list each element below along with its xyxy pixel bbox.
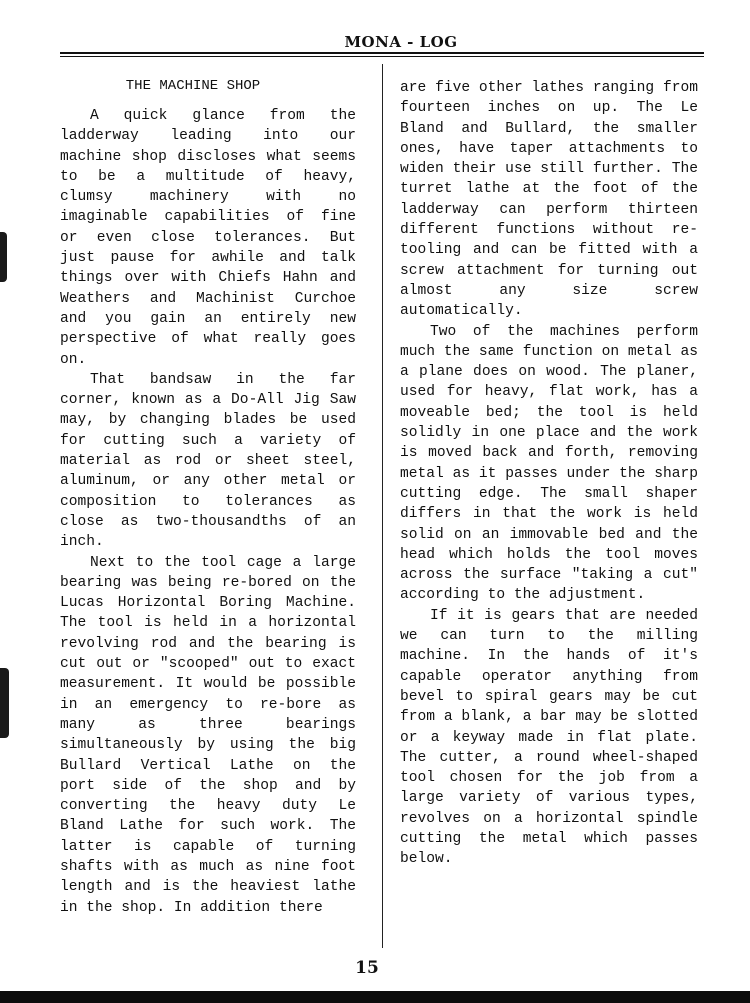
paragraph-bandsaw: That bandsaw in the far corner, known as a Do-All Jig Saw may, by changing blades be used for cutting such a variety of material as rod or sheet steel, aluminum, or any other metal or composition to tolerances as close as two-thousandths of an inch. [60,371,356,551]
right-column [400,78,698,870]
header-rule [60,52,704,54]
left-column [60,76,356,918]
publication-title: MONA - LOG [344,33,458,51]
scan-edge-bar [0,991,750,1003]
binding-mark [0,668,9,738]
binding-mark [0,232,7,282]
article-title: THE MACHINE SHOP [125,78,261,94]
page-number: 15 [355,958,379,978]
paragraph-lathes-continued: are five other lathes ranging from fourteen inches on up. The Le Bland and Bullard, the smaller ones, have taper attachments to widen their use still further. The turret lathe at the foot of the ladderway can perform thirteen different functions without re-tooling and can be fitted with a screw attachment for turning out almost any size screw automatically. [400,80,698,320]
paragraph-intro: A quick glance from the ladderway leading into our machine shop discloses what seems to be a multitude of heavy, clumsy machinery with no imaginable capabilities of fine or even close tolerances. But just pause for awhile and talk things over with Chiefs Hahn and Weathers and Machinist Curchoe and you gain an entirely new perspective of what really goes on. [60,108,356,368]
column-divider [382,64,383,948]
paragraph-planer-shaper: Two of the machines perform much the same function on metal as a plane does on wood. The planer, used for heavy, flat work, has a moveable bed; the tool is held solidly in one place and the work is moved back and forth, removing metal as it passes under the sharp cutting edge. The small shaper differs in that the work is held solid on an immovable bed and the head which holds the tool moves across the surface "taking a cut" according to the adjustment. [400,323,698,604]
header-rule-thin [60,56,704,57]
paragraph-milling-machine: If it is gears that are needed we can turn to the milling machine. In the hands of it's capable operator anything from bevel to spiral gears may be cut from a blank, a bar may be slotted or a keyway made in flat plate. The cutter, a round wheel-shaped tool chosen for the job from a large variety of various types, revolves on a horizontal spindle cutting the metal which passes below. [400,607,698,868]
paragraph-boring-machine: Next to the tool cage a large bearing was being re-bored on the Lucas Horizontal Boring Machine. The tool is held in a horizontal revolving rod and the bearing is cut out or "scooped" out to exact measurement. It would be possible in an emergency to re-bore as many as three bearings simultaneously by using the big Bullard Vertical Lathe on the port side of the shop and by converting the heavy duty Le Bland Lathe for such work. The latter is capable of turning shafts with as much as nine foot length and is the heaviest lathe in the shop. In addition there [60,554,356,916]
